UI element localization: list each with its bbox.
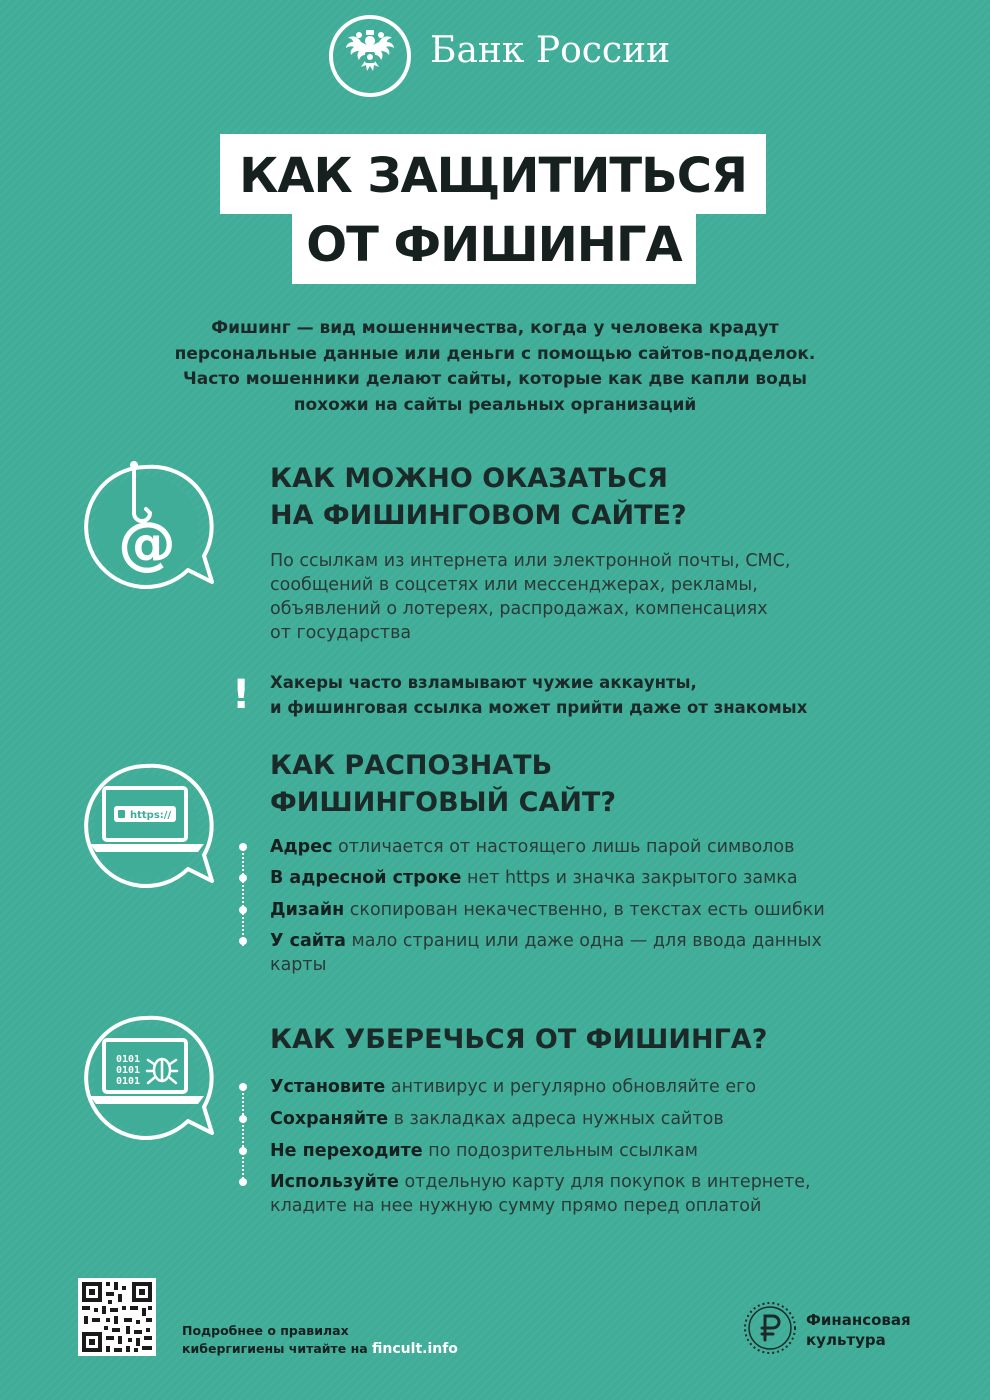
section-1-title	[270, 460, 687, 534]
section-title-line: КАК МОЖНО ОКАЗАТЬСЯ	[270, 463, 668, 494]
section-title-line: КАК УБЕРЕЧЬСЯ ОТ ФИШИНГА?	[270, 1024, 768, 1055]
bullet-text: отличается от настоящего лишь парой символов	[332, 837, 795, 857]
hook-at-sign-icon	[76, 459, 218, 593]
bullet-bold: Используйте	[270, 1172, 399, 1192]
bullet-text: скопирован некачественно, в текстах есть ошибки	[344, 900, 825, 920]
bullet-text: нет https и значка закрытого замка	[461, 868, 798, 888]
bullet-dot	[239, 906, 247, 914]
brand-line: культура	[806, 1331, 886, 1349]
section-1-warning	[270, 670, 807, 720]
bullet-dot	[239, 937, 247, 945]
bullet-bold: Не переходите	[270, 1141, 423, 1161]
bullet-dot	[239, 1083, 247, 1091]
section-title-line: ФИШИНГОВЫЙ САЙТ?	[270, 787, 617, 818]
bullet-dot	[239, 874, 247, 882]
qr-code-icon[interactable]	[78, 1278, 156, 1356]
bullet-guide-line	[242, 846, 244, 946]
bullet-bold: В адресной строке	[270, 868, 462, 888]
body-line: объявлений о лотереях, распродажах, компенсациях	[270, 599, 768, 619]
bullet-text: мало страниц или даже одна — для ввода данных	[345, 931, 822, 951]
double-headed-eagle-icon	[328, 14, 412, 98]
code-line: 0101	[116, 1076, 141, 1087]
list-item	[270, 1107, 724, 1131]
page-title-line-2: ОТ ФИШИНГА	[292, 214, 696, 284]
intro-line: Часто мошенники делают сайты, которые как две капли воды	[183, 369, 807, 389]
bullet-dot	[239, 1115, 247, 1123]
section-title-line: КАК РАСПОЗНАТЬ	[270, 750, 553, 781]
body-line: сообщений в соцсетях или мессенджерах, рекламы,	[270, 575, 758, 595]
section-title-line: НА ФИШИНГОВОМ САЙТЕ?	[270, 500, 687, 531]
list-item	[270, 866, 798, 890]
bullet-text-continued: карты	[270, 955, 327, 975]
bullet-bold: Установите	[270, 1077, 386, 1097]
footer-line: Подробнее о правилах	[182, 1323, 349, 1338]
bullet-text-continued: кладите на нее нужную сумму прямо перед оплатой	[270, 1196, 762, 1216]
bullet-bold: Адрес	[270, 837, 333, 857]
bullet-text: антивирус и регулярно обновляйте его	[385, 1077, 757, 1097]
list-item	[270, 898, 825, 922]
intro-line: Фишинг — вид мошенничества, когда у человека крадут	[211, 318, 779, 338]
fincult-link[interactable]: fincult.info	[372, 1341, 458, 1357]
brand-line: Финансовая	[806, 1311, 911, 1329]
intro-line: похожи на сайты реальных организаций	[293, 394, 697, 415]
list-item	[270, 1075, 756, 1099]
page-title-line-1: КАК ЗАЩИТИТЬСЯ	[220, 134, 766, 214]
list-item	[270, 1170, 811, 1218]
section-3-title	[270, 1021, 767, 1058]
bullet-dot	[239, 1178, 247, 1186]
laptop-https-icon	[76, 758, 218, 892]
code-line: 0101	[116, 1054, 141, 1065]
section-1-body	[270, 549, 930, 645]
bullet-text: в закладках адреса нужных сайтов	[388, 1109, 724, 1129]
bullet-bold: Дизайн	[270, 900, 345, 920]
https-label: https://	[130, 810, 172, 821]
exclamation-icon: !	[232, 672, 251, 718]
svg-text:@: @	[118, 509, 176, 577]
bullet-text: отдельную карту для покупок в интернете,	[398, 1172, 811, 1192]
bullet-bold: Сохраняйте	[270, 1109, 389, 1129]
bullet-bold: У сайта	[270, 931, 346, 951]
body-line: от государства	[270, 623, 412, 643]
laptop-virus-icon	[76, 1010, 218, 1144]
footer-text	[182, 1322, 458, 1358]
warning-line: и фишинговая ссылка может прийти даже от знакомых	[270, 698, 808, 717]
list-item	[270, 1139, 698, 1163]
ruble-circle-icon	[742, 1300, 798, 1356]
bullet-dot	[239, 843, 247, 851]
bullet-guide-line	[242, 1086, 244, 1186]
list-item	[270, 835, 794, 859]
warning-line: Хакеры часто взламывают чужие аккаунты,	[270, 673, 697, 692]
list-item	[270, 929, 822, 977]
intro-paragraph	[120, 316, 870, 418]
intro-line: персональные данные или деньги с помощью сайтов-подделок.	[174, 343, 816, 364]
bank-name: Банк России	[430, 30, 671, 71]
section-2-title	[270, 747, 616, 821]
body-line: По ссылкам из интернета или электронной почты, СМС,	[270, 551, 791, 571]
footer-line: кибергигиены читайте на	[182, 1341, 373, 1356]
bullet-text: по подозрительным ссылкам	[422, 1141, 698, 1161]
code-line: 0101	[116, 1065, 141, 1076]
fincult-brand-text	[806, 1310, 911, 1350]
bullet-dot	[239, 1147, 247, 1155]
